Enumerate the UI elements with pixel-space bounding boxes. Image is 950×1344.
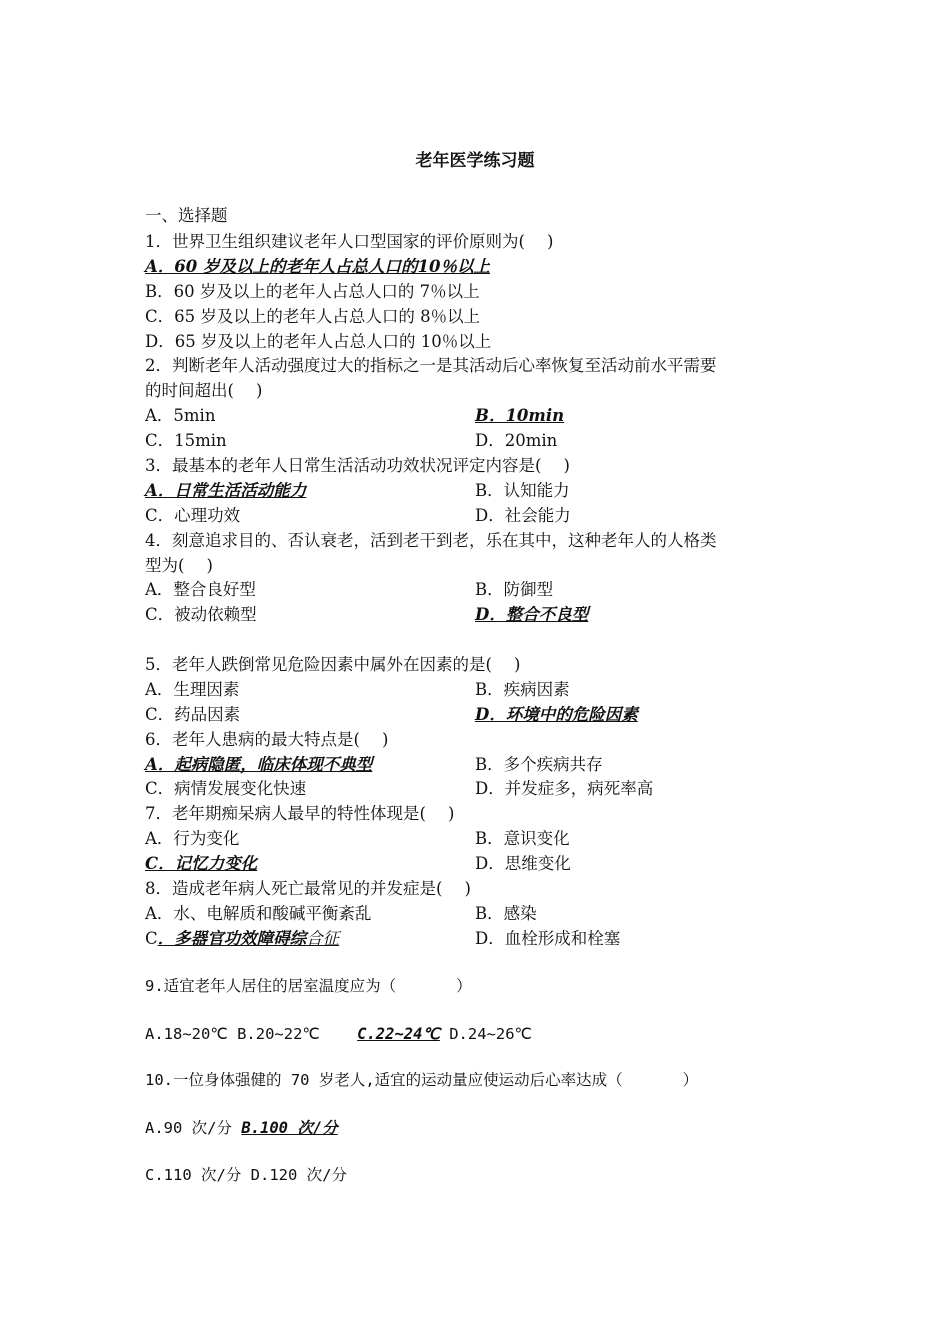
question-6-option-b: B．多个疾病共存: [475, 755, 603, 774]
question-2-stem: 2．判断老年人活动强度过大的指标之一是其活动后心率恢复至活动前水平需要: [145, 356, 717, 375]
question-7-stem: 7．老年期痴呆病人最早的特性体现是( ): [145, 804, 455, 823]
question-10-option-c: C.110 次/分: [145, 1166, 242, 1184]
question-6-option-a: A．起病隐匿，临床体现不典型: [145, 755, 373, 774]
question-5-option-b: B．疾病因素: [475, 680, 570, 699]
question-4-option-c: C．被动依赖型: [145, 605, 257, 624]
question-2-stem-cont: 的时间超出( ): [145, 381, 263, 400]
question-6-option-c: C．病情发展变化快速: [145, 779, 307, 798]
question-10-stem: 10.一位身体强健的 70 岁老人,适宜的运动量应使运动后心率达成（ ）: [145, 1071, 699, 1089]
question-8-option-b: B．感染: [475, 904, 537, 923]
question-1-option-c: C．65 岁及以上的老年人占总人口的 8％以上: [145, 307, 481, 326]
question-5-option-d: D．环境中的危险因素: [475, 705, 638, 724]
question-1-option-d: D．65 岁及以上的老年人占总人口的 10％以上: [145, 332, 492, 351]
question-1-option-a: A．60 岁及以上的老年人占总人口的10％以上: [145, 257, 490, 276]
question-9-option-b: B.20~22℃: [237, 1025, 320, 1043]
question-9-options: [145, 1022, 532, 1046]
question-4-option-b: B．防御型: [475, 580, 554, 599]
section-heading: 一、选择题: [145, 206, 228, 225]
question-5-option-a: A．生理因素: [145, 680, 240, 699]
question-4-stem: 4．刻意追求目的、否认衰老，活到老干到老，乐在其中，这种老年人的人格类: [145, 531, 717, 550]
question-10-option-d: D.120 次/分: [250, 1166, 347, 1184]
question-7-option-d: D．思维变化: [475, 854, 571, 873]
question-4-option-a: A．整合良好型: [145, 580, 256, 599]
question-10-option-a: A.90 次/分: [145, 1119, 232, 1137]
question-1-stem: 1．世界卫生组织建议老年人口型国家的评价原则为( ): [145, 232, 554, 251]
question-10-option-b: B.100 次/分: [241, 1119, 338, 1137]
question-9-option-a: A.18~20℃: [145, 1025, 228, 1043]
question-8-option-d: D．血栓形成和栓塞: [475, 929, 621, 948]
question-5-option-c: C．药品因素: [145, 705, 241, 724]
question-10-options-cd: [145, 1163, 347, 1187]
question-2-option-b: B．10min: [475, 406, 565, 425]
question-8-option-a: A．水、电解质和酸碱平衡紊乱: [145, 904, 372, 923]
question-6-stem: 6．老年人患病的最大特点是( ): [145, 730, 389, 749]
question-10-options-ab: [145, 1116, 338, 1140]
question-8-option-c: C．多器官功效障碍综合征: [145, 929, 340, 948]
question-4-option-d: D．整合不良型: [475, 605, 589, 624]
question-9-stem: 9.适宜老年人居住的居室温度应为（ ）: [145, 977, 472, 995]
question-9-option-c: C.22~24℃: [357, 1025, 440, 1043]
question-7-option-c: C．记忆力变化: [145, 854, 258, 873]
question-3-option-b: B．认知能力: [475, 481, 570, 500]
question-3-stem: 3．最基本的老年人日常生活活动功效状况评定内容是( ): [145, 456, 570, 475]
question-4-stem-cont: 型为( ): [145, 556, 213, 575]
question-2-option-a: A．5min: [145, 406, 216, 425]
question-9-option-d: D.24~26℃: [449, 1025, 532, 1043]
question-2-option-d: D．20min: [475, 431, 558, 450]
question-3-option-c: C．心理功效: [145, 506, 241, 525]
question-6-option-d: D．并发症多，病死率高: [475, 779, 654, 798]
question-2-option-c: C．15min: [145, 431, 227, 450]
question-8-stem: 8．造成老年病人死亡最常见的并发症是( ): [145, 879, 471, 898]
question-3-option-d: D．社会能力: [475, 506, 571, 525]
question-5-stem: 5．老年人跌倒常见危险因素中属外在因素的是( ): [145, 655, 521, 674]
page-title: 老年医学练习题: [415, 151, 535, 171]
question-7-option-b: B．意识变化: [475, 829, 570, 848]
question-1-option-b: B．60 岁及以上的老年人占总人口的 7％以上: [145, 282, 480, 301]
question-3-option-a: A．日常生活活动能力: [145, 481, 307, 500]
question-7-option-a: A．行为变化: [145, 829, 240, 848]
